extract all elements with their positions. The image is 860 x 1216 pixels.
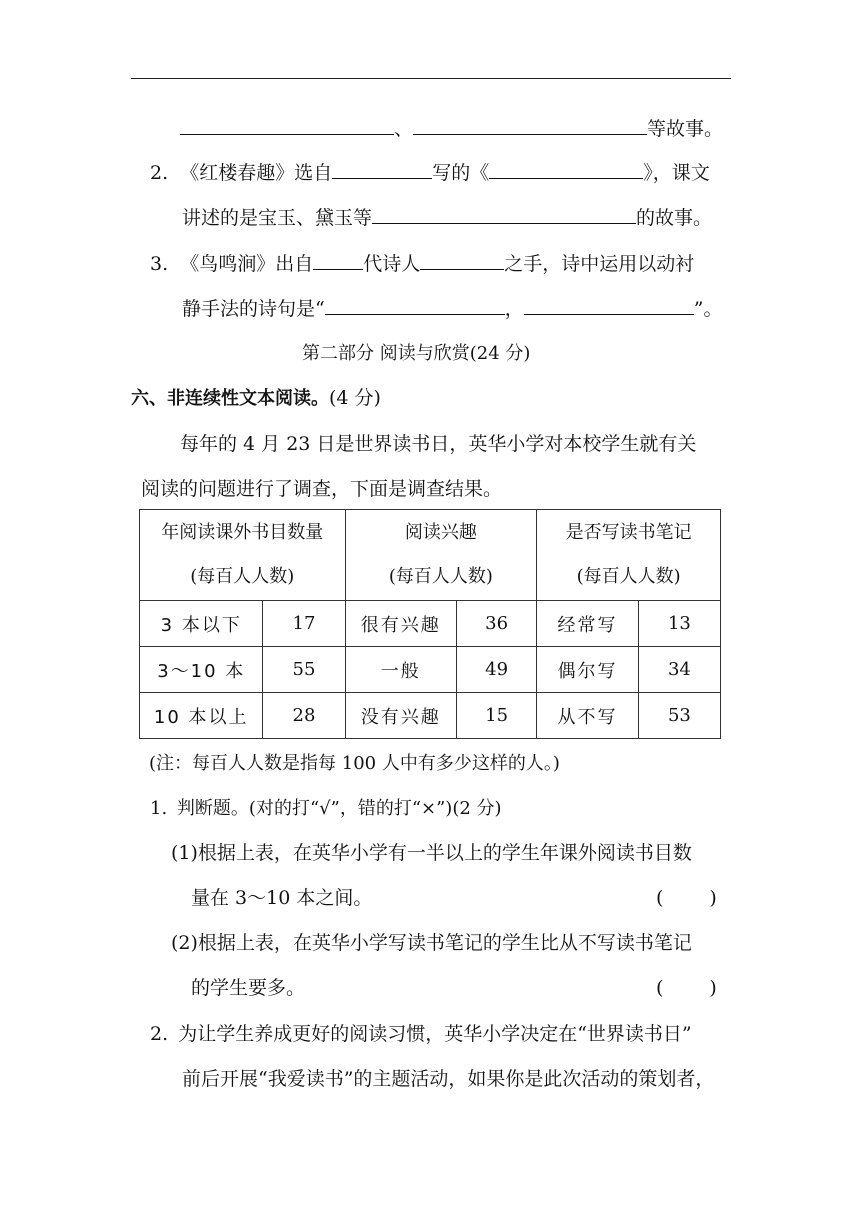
table-header-cell — [537, 510, 721, 601]
judge1-line1: (1)根据上表，在英华小学有一半以上的学生年课外阅读书目数 — [171, 842, 692, 864]
q3-text: 静手法的诗句是“ — [182, 298, 325, 320]
table-cell: 53 — [638, 693, 720, 739]
intro-line2: 阅读的问题进行了调查，下面是调查结果。 — [141, 478, 503, 500]
judge2-answer-bracket[interactable] — [656, 976, 717, 1000]
question-number: 1. — [150, 798, 168, 819]
bracket-close: ) — [709, 887, 717, 909]
q3-text: ， — [504, 298, 524, 320]
question-number: 3. — [150, 253, 169, 275]
table-row — [140, 647, 721, 693]
q2-line2 — [182, 205, 712, 230]
header-title: 是否写读书笔记 — [565, 522, 692, 543]
bracket-close: ) — [709, 977, 717, 999]
q3-text: 之手，诗中运用以动衬 — [504, 253, 695, 275]
separator: 、 — [394, 118, 414, 140]
q2-text: 《红楼春趣》选自 — [180, 162, 333, 184]
table-cell: 34 — [638, 647, 720, 693]
table-row — [140, 601, 721, 647]
table-header-cell — [345, 510, 537, 601]
q2-text: 写的《 — [432, 162, 490, 184]
table-cell: 偶尔写 — [537, 647, 639, 693]
table-cell: 经常写 — [537, 601, 639, 647]
table-header-cell — [140, 510, 346, 601]
table-cell: 49 — [457, 647, 537, 693]
section-score: (4 分) — [329, 387, 381, 409]
answer-blank[interactable] — [180, 116, 394, 135]
table-cell: 10 本以上 — [140, 693, 263, 739]
header-rule — [131, 78, 731, 79]
judge1-line2: 量在 3～10 本之间。 — [191, 887, 373, 909]
question-number: 2. — [150, 1023, 169, 1045]
table-row — [140, 693, 721, 739]
judge2-line2: 的学生要多。 — [191, 977, 306, 999]
table-cell: 很有兴趣 — [345, 601, 457, 647]
table-cell: 17 — [263, 601, 345, 647]
answer-blank[interactable] — [489, 160, 643, 179]
q3-text: 代诗人 — [363, 253, 421, 275]
q3-line2 — [182, 296, 722, 321]
judge-question-text: 判断题。(对的打“√”，错的打“×”)(2 分) — [176, 798, 502, 819]
q2-text: 讲述的是宝玉、黛玉等 — [182, 207, 373, 229]
answer-blank[interactable] — [420, 251, 504, 270]
judge1-answer-bracket[interactable] — [656, 886, 717, 910]
part2-title: 第二部分 阅读与欣赏(24 分) — [302, 343, 531, 364]
table-cell: 3～10 本 — [140, 647, 263, 693]
plan-question-line2: 前后开展“我爱读书”的主题活动，如果你是此次活动的策划者， — [182, 1068, 715, 1090]
table-cell: 13 — [638, 601, 720, 647]
answer-blank[interactable] — [524, 296, 694, 315]
header-title: 阅读兴趣 — [404, 522, 477, 543]
judge-question — [150, 797, 502, 821]
q2-text: 》，课文 — [643, 162, 710, 184]
judge2-line1: (2)根据上表，在英华小学写读书笔记的学生比从不写读书笔记 — [171, 932, 692, 954]
section6-heading — [131, 386, 381, 411]
header-title: 年阅读课外书目数量 — [161, 522, 324, 543]
q3-text: ”。 — [693, 298, 723, 320]
plan-question-line1 — [150, 1022, 692, 1046]
table-cell: 15 — [457, 693, 537, 739]
table-header-row — [140, 510, 721, 601]
table-cell: 从不写 — [537, 693, 639, 739]
q3-line1 — [150, 251, 694, 276]
question-number: 2. — [150, 162, 169, 184]
answer-blank[interactable] — [325, 296, 505, 315]
table-cell: 3 本以下 — [140, 601, 263, 647]
q2-line1 — [150, 160, 710, 185]
intro-line1: 每年的 4 月 23 日是世界读书日，英华小学对本校学生就有关 — [180, 433, 697, 455]
q3-text: 《鸟鸣涧》出自 — [180, 253, 314, 275]
header-subtitle: (每百人人数) — [190, 566, 295, 587]
q2-text: 的故事。 — [636, 207, 713, 229]
header-subtitle: (每百人人数) — [388, 566, 493, 587]
answer-blank[interactable] — [313, 251, 363, 270]
survey-table — [139, 509, 721, 739]
section-title: 六、非连续性文本阅读。 — [131, 388, 329, 409]
q1-continuation-line — [180, 116, 723, 141]
q1-tail-text: 等故事。 — [647, 118, 724, 140]
answer-blank[interactable] — [413, 116, 647, 135]
header-subtitle: (每百人人数) — [576, 566, 681, 587]
answer-blank[interactable] — [332, 160, 432, 179]
table-note: (注：每百人人数是指每 100 人中有多少这样的人。) — [149, 753, 560, 774]
bracket-open: ( — [656, 977, 664, 999]
bracket-open: ( — [656, 887, 664, 909]
plan-question-text: 为让学生养成更好的阅读习惯，英华小学决定在“世界读书日” — [178, 1023, 692, 1045]
table-cell: 55 — [263, 647, 345, 693]
table-cell: 28 — [263, 693, 345, 739]
table-cell: 36 — [457, 601, 537, 647]
answer-blank[interactable] — [372, 205, 636, 224]
table-cell: 一般 — [345, 647, 457, 693]
table-cell: 没有兴趣 — [345, 693, 457, 739]
